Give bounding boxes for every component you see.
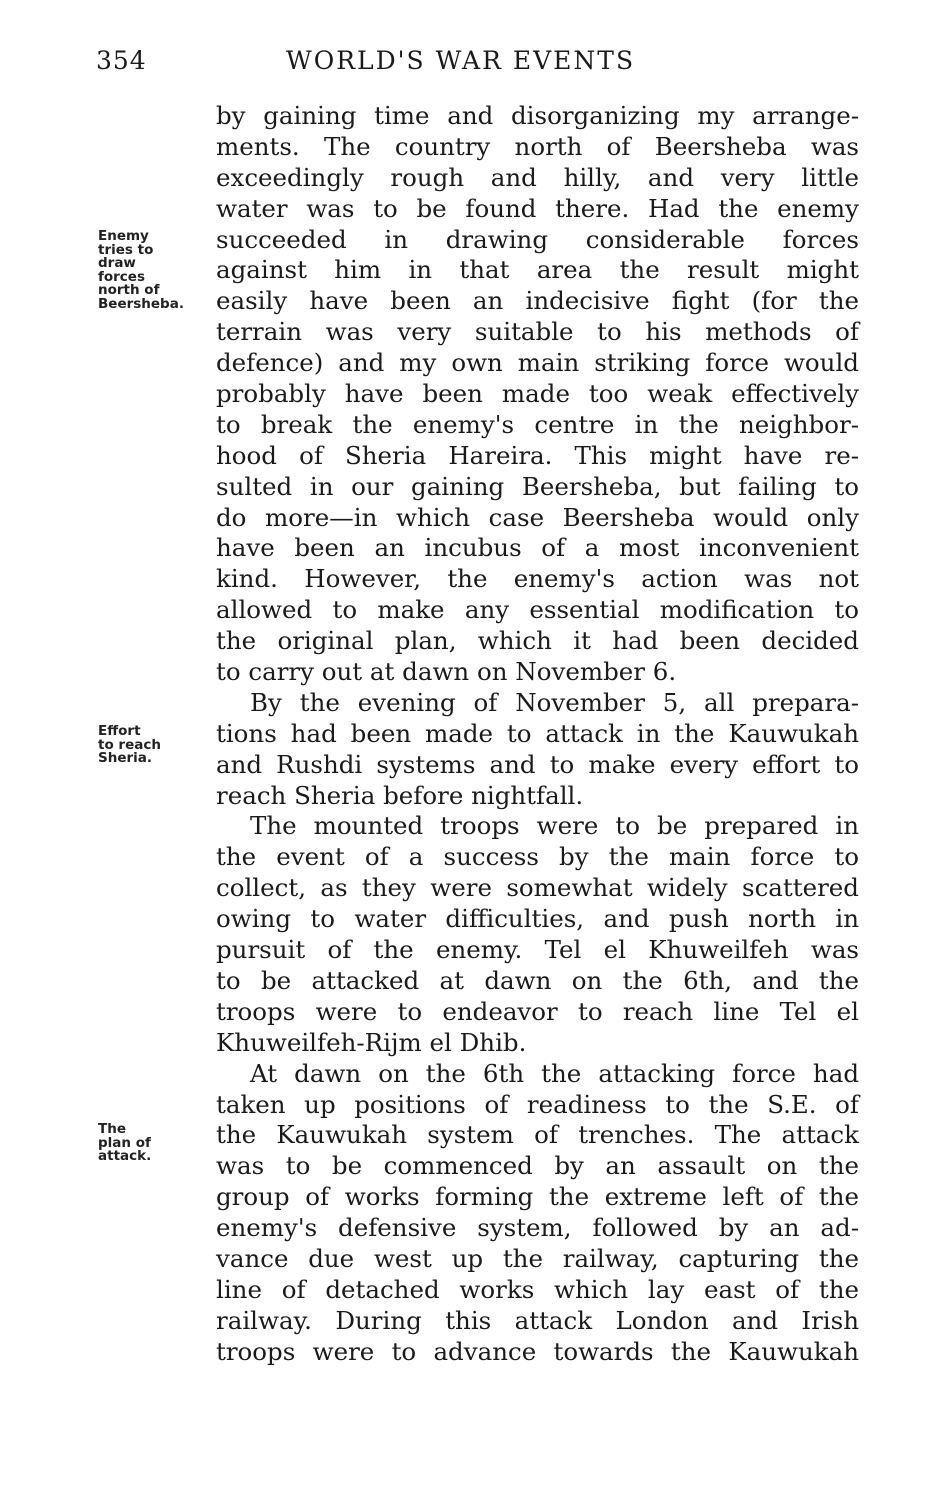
- sidenote-line: forces: [98, 268, 145, 285]
- text-line: terrain was very suitable to his methods of: [216, 317, 859, 347]
- sidenote-line: Beersheba.: [98, 295, 184, 312]
- sidenote-effort-to-reach-sheria: [98, 725, 161, 766]
- text-line: to break the enemy's centre in the neighbor-: [216, 409, 859, 439]
- page-number: 354: [96, 46, 147, 75]
- sidenote-line: Sheria.: [98, 750, 153, 766]
- text-line: probably have been made too weak effectively: [216, 379, 859, 409]
- body-text: [216, 101, 859, 1368]
- text-line: kind. However, the enemy's action was not: [216, 564, 859, 594]
- text-line: Khuweilfeh-Rijm el Dhib.: [216, 1027, 527, 1057]
- text-line: vance due west up the railway, capturing the: [216, 1243, 859, 1273]
- text-line: reach Sheria before nightfall.: [216, 780, 584, 810]
- text-line: tions had been made to attack in the Kauwukah: [216, 718, 859, 748]
- text-line: and Rushdi systems and to make every effort to: [216, 749, 859, 779]
- text-line: do more—in which case Beersheba would only: [216, 502, 859, 532]
- text-line: allowed to make any essential modification to: [216, 595, 859, 625]
- sidenote-line: north of: [98, 282, 160, 298]
- sidenote-line: draw: [98, 255, 136, 271]
- text-line: sulted in our gaining Beersheba, but failing to: [216, 471, 859, 501]
- text-line: the Kauwukah system of trenches. The attack: [216, 1120, 859, 1150]
- text-line: to carry out at dawn on November 6.: [216, 657, 677, 687]
- sidenote-line: plan of: [98, 1134, 151, 1151]
- sidenote-line: Enemy: [98, 228, 149, 244]
- text-line: The mounted troops were to be prepared in: [250, 811, 859, 841]
- text-line: line of detached works which lay east of the: [216, 1274, 859, 1304]
- sidenote-plan-of-attack: [98, 1123, 151, 1164]
- text-line: railway. During this attack London and Irish: [216, 1305, 859, 1335]
- text-line: the event of a success by the main force to: [216, 842, 859, 872]
- text-line: have been an incubus of a most inconvenient: [216, 533, 859, 563]
- text-line: enemy's defensive system, followed by an ad-: [216, 1213, 859, 1243]
- text-line: troops were to endeavor to reach line Tel el: [216, 996, 859, 1026]
- text-line: collect, as they were somewhat widely scattered: [216, 873, 859, 903]
- text-line: taken up positions of readiness to the S.E. of: [216, 1089, 859, 1119]
- text-line: By the evening of November 5, all prepara-: [250, 687, 859, 717]
- text-line: exceedingly rough and hilly, and very little: [216, 162, 859, 192]
- running-title: WORLD'S WAR EVENTS: [286, 46, 636, 75]
- text-line: was to be commenced by an assault on the: [216, 1151, 859, 1181]
- sidenote-line: to reach: [98, 736, 161, 753]
- text-line: the original plan, which it had been decided: [216, 626, 859, 656]
- text-line: defence) and my own main striking force would: [216, 348, 859, 378]
- page-header: [96, 46, 866, 80]
- text-line: by gaining time and disorganizing my arrange-: [216, 101, 859, 130]
- text-line: succeeded in drawing considerable forces: [216, 224, 859, 254]
- text-line: ments. The country north of Beersheba was: [216, 131, 859, 161]
- text-line: group of works forming the extreme left of the: [216, 1182, 859, 1212]
- sidenote-line: The: [98, 1121, 126, 1137]
- text-line: hood of Sheria Hareira. This might have re-: [216, 440, 859, 470]
- text-line: owing to water difficulties, and push north in: [216, 904, 859, 934]
- sidenote-line: attack.: [98, 1148, 152, 1164]
- text-line: to be attacked at dawn on the 6th, and the: [216, 965, 859, 995]
- text-line: water was to be found there. Had the enemy: [216, 193, 859, 223]
- sidenote-line: Effort: [98, 723, 141, 739]
- sidenote-enemy-tries-to-draw: [98, 230, 184, 311]
- sidenote-line: tries to: [98, 241, 154, 258]
- text-line: against him in that area the result might: [216, 255, 859, 285]
- text-line: pursuit of the enemy. Tel el Khuweilfeh was: [216, 935, 859, 965]
- text-line: troops were to advance towards the Kauwukah: [216, 1336, 859, 1366]
- text-line: At dawn on the 6th the attacking force had: [250, 1058, 859, 1088]
- text-line: easily have been an indecisive fight (for the: [216, 286, 859, 316]
